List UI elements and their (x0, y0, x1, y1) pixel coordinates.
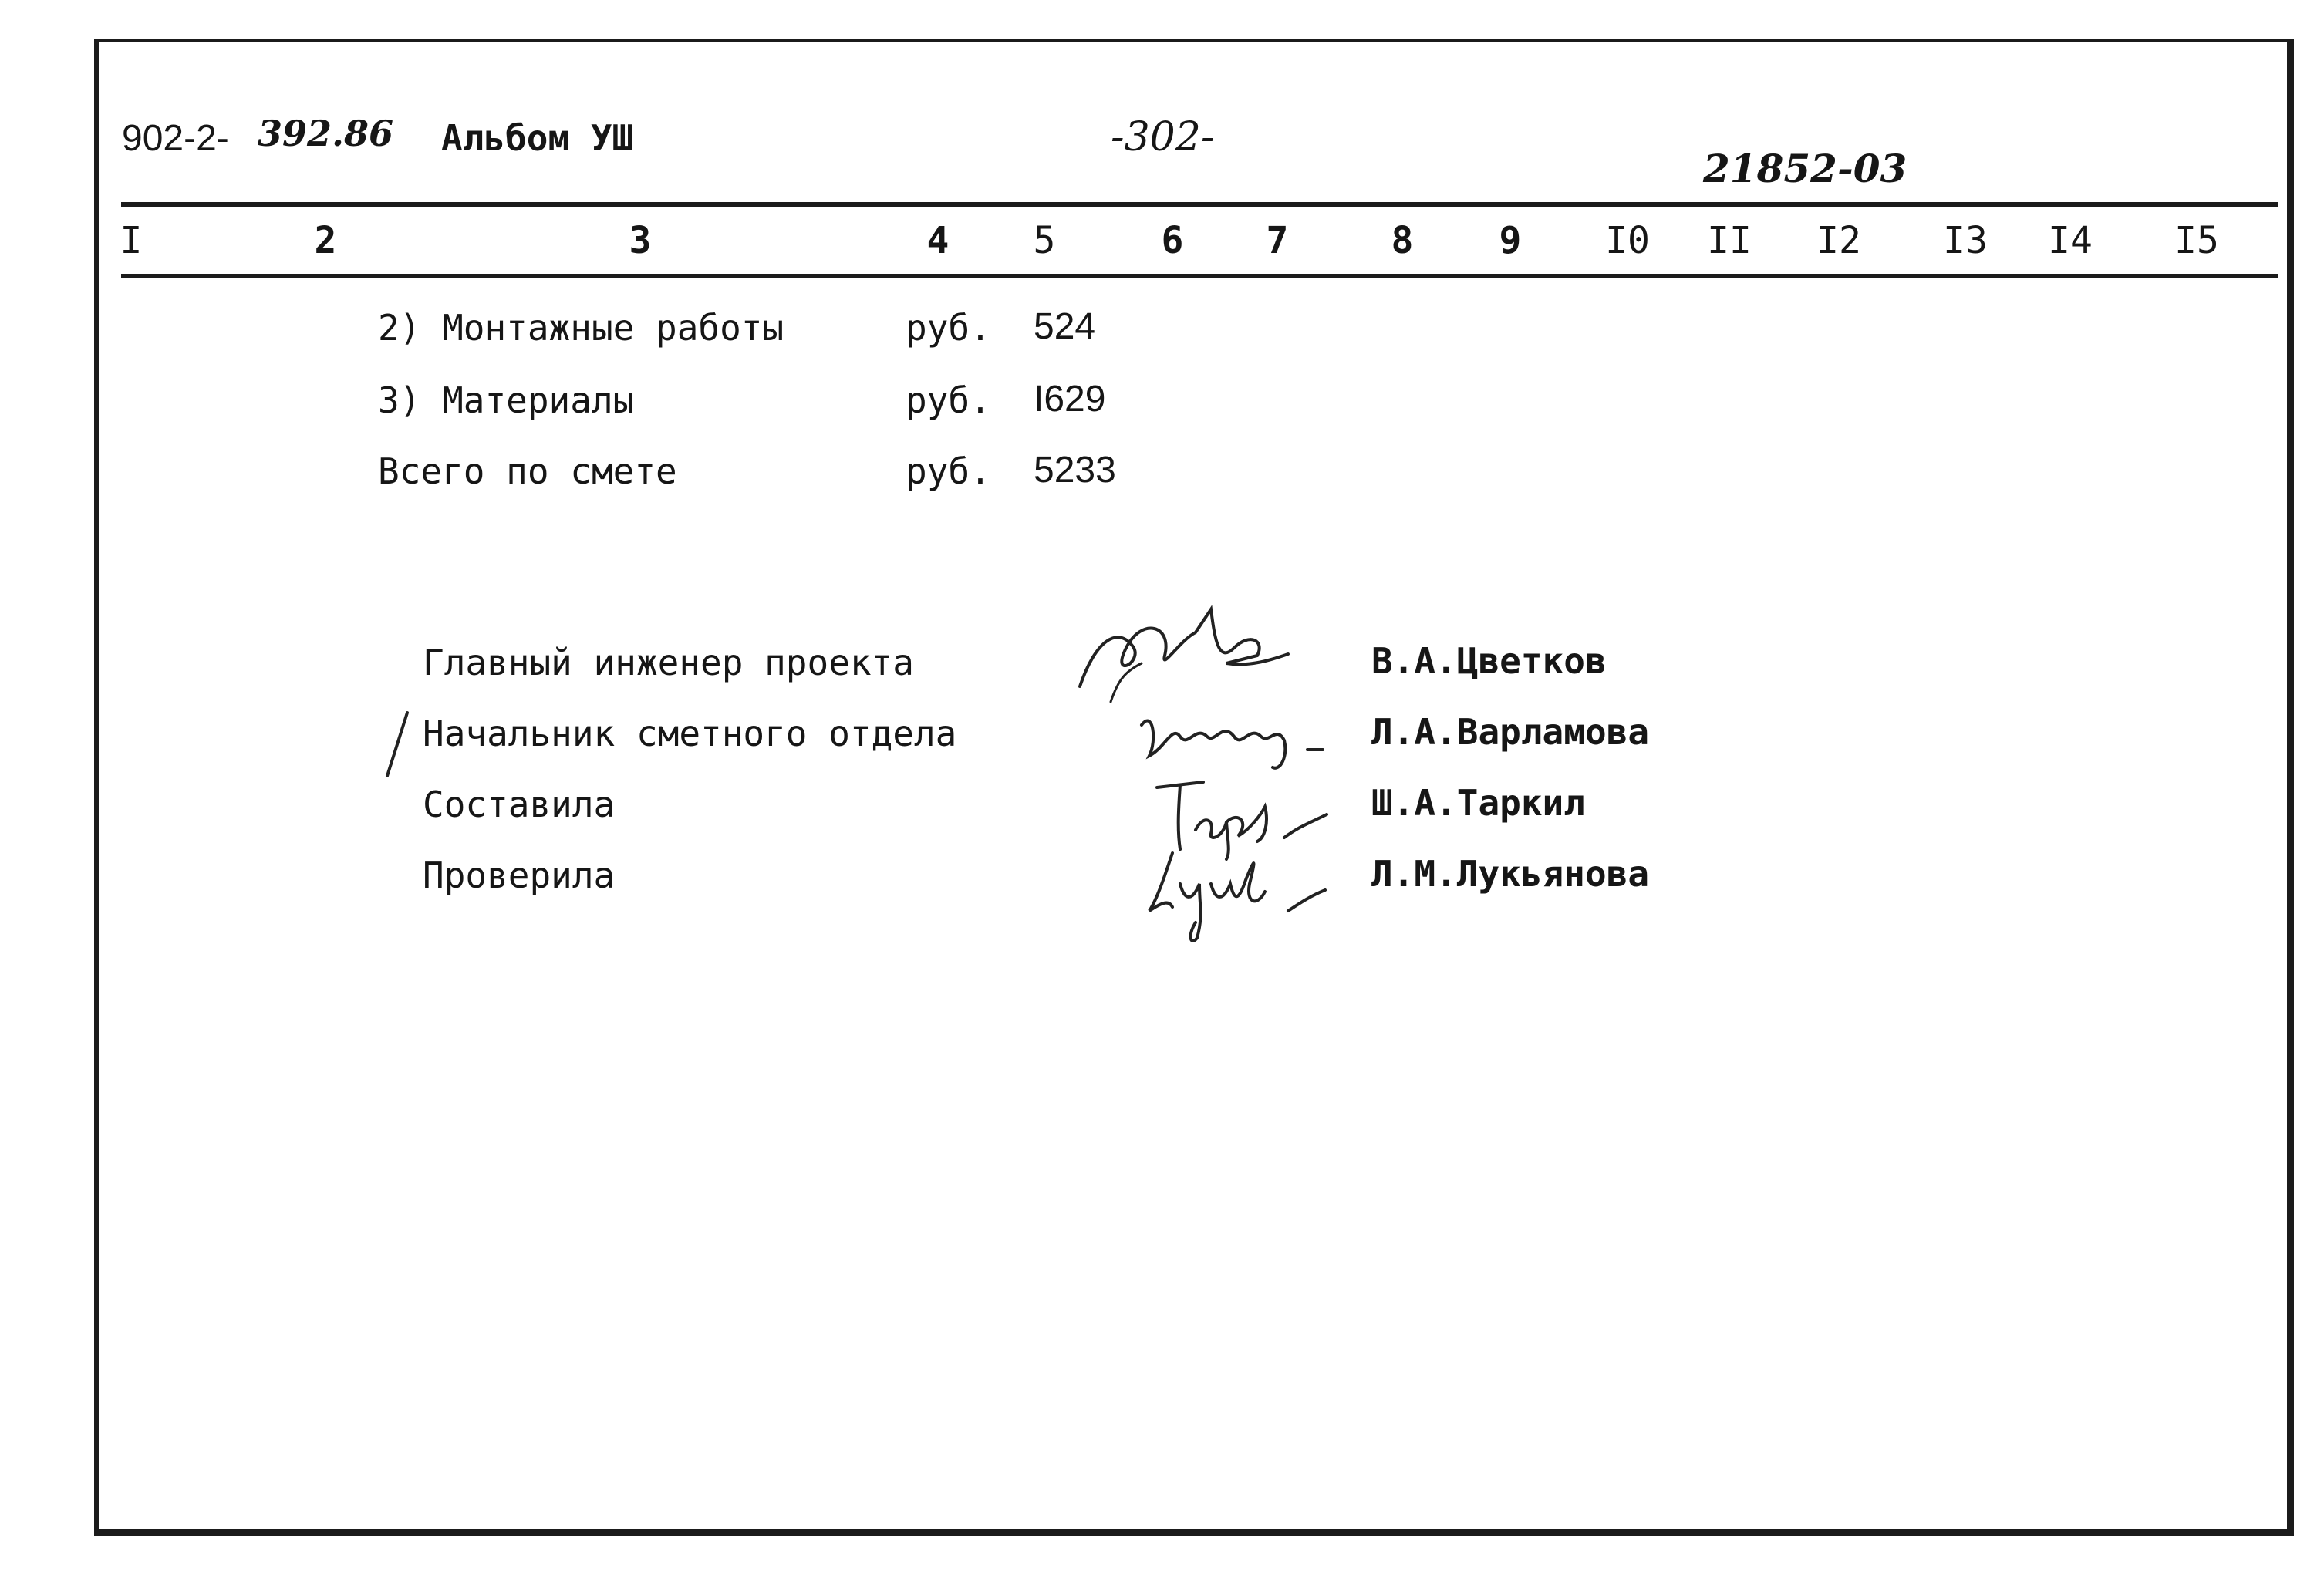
cost-row-unit: руб. (906, 307, 991, 349)
signatory-name: Ш.А.Таркил (1371, 782, 1585, 824)
page-number: -302- (1111, 114, 1215, 160)
column-number: 7 (1266, 219, 1289, 262)
cost-row-label: 3) Материалы (378, 379, 635, 421)
signatory-name: Л.А.Варламова (1371, 711, 1650, 753)
doc-number: 21852-03 (1703, 146, 1907, 191)
column-number: 2 (314, 219, 337, 262)
column-number: 5 (1033, 219, 1056, 262)
signatory-name: В.А.Цветков (1371, 640, 1607, 682)
column-number: I0 (1605, 219, 1650, 262)
signature-mark (1142, 838, 1334, 946)
column-number: 6 (1161, 219, 1184, 262)
signature-mark (1134, 694, 1334, 779)
column-number: II (1707, 219, 1752, 262)
cost-total-label: Всего по смете (378, 450, 677, 492)
header-top-rule (121, 202, 2278, 207)
column-number: 4 (926, 219, 950, 262)
cost-total-value: 5233 (1034, 450, 1116, 491)
column-number: 8 (1391, 219, 1414, 262)
signature-role: Начальник сметного отдела (423, 713, 957, 754)
doc-code-prefix: 902-2- (122, 118, 229, 159)
signature-role: Главный инженер проекта (423, 642, 914, 683)
signature-role: Составила (423, 784, 616, 825)
cost-row-unit: руб. (906, 379, 991, 421)
cost-row-value: I629 (1034, 379, 1106, 420)
signatory-name: Л.М.Лукьянова (1371, 853, 1650, 895)
signature-mark (1064, 594, 1296, 710)
header-bottom-rule (121, 274, 2278, 278)
column-number: 3 (629, 219, 652, 262)
column-number: I4 (2048, 219, 2093, 262)
column-number: I2 (1816, 219, 1861, 262)
column-number: I (120, 219, 143, 262)
column-number: I3 (1943, 219, 1988, 262)
column-number: I5 (2174, 219, 2219, 262)
doc-code-handwritten: 392.86 (258, 113, 394, 154)
signature-role: Проверила (423, 855, 616, 896)
cost-total-unit: руб. (906, 450, 991, 492)
pen-tick-mark (383, 710, 413, 779)
cost-row-label: 2) Монтажные работы (378, 307, 784, 349)
cost-row-value: 524 (1034, 306, 1096, 347)
column-number: 9 (1499, 219, 1522, 262)
album-label: Альбом УШ (441, 117, 634, 159)
